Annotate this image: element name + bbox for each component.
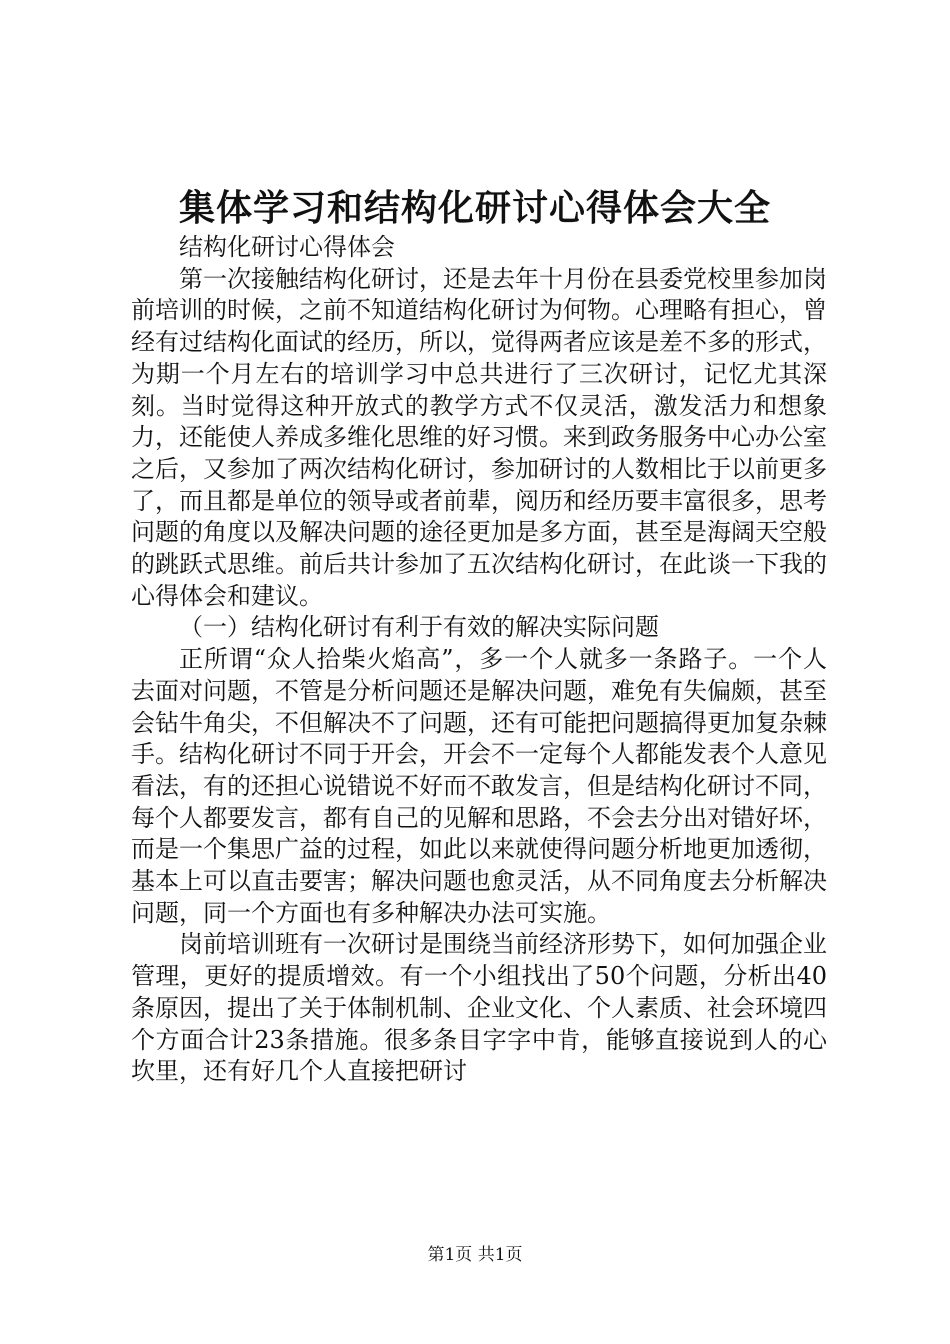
- document-title: 集体学习和结构化研讨心得体会大全: [178, 187, 771, 229]
- page-footer: 第1页 共1页: [427, 1245, 523, 1265]
- body-paragraph: 第一次接触结构化研讨，还是去年十月份在县委党校里参加岗前培训的时候，之前不知道结构化研讨为何物。心理略有担心，曾经有过结构化面试的经历，所以，觉得两者应该是差不多的形式，为期一个月左右的培训学习中总共进行了三次研讨，记忆尤其深刻。当时觉得这种开放式的教学方式不仅灵活，激发活力和想象力，还能使人养成多维化思维的好习惯。来到政务服务中心办公室之后，又参加了两次结构化研讨，参加研讨的人数相比于以前更多了，而且都是单位的领导或者前辈，阅历和经历要丰富很多，思考问题的角度以及解决问题的途径更加是多方面，甚至是海阔天空般的跳跃式思维。前后共计参加了五次结构化研讨，在此谈一下我的心得体会和建议。: [131, 264, 827, 610]
- section-heading: （一）结构化研讨有利于有效的解决实际问题: [179, 613, 659, 642]
- body-paragraph: 岗前培训班有一次研讨是围绕当前经济形势下，如何加强企业管理，更好的提质增效。有一个小组找出了50个问题，分析出40条原因，提出了关于体制机制、企业文化、个人素质、社会环境四个方面合计23条措施。很多条目字字中肯，能够直接说到人的心坎里，还有好几个人直接把研讨: [131, 930, 827, 1086]
- document-body: [131, 232, 827, 1088]
- subtitle-paragraph: 结构化研讨心得体会: [179, 233, 395, 261]
- body-paragraph: 正所谓“众人拾柴火焰高”，多一个人就多一条路子。一个人去面对问题，不管是分析问题还是解决问题，难免有失偏颇，甚至会钻牛角尖，不但解决不了问题，还有可能把问题搞得更加复杂棘手。结构化研讨不同于开会，开会不一定每个人都能发表个人意见看法，有的还担心说错说不好而不敢发言，但是结构化研讨不同，每个人都要发言，都有自己的见解和思路，不会去分出对错好坏，而是一个集思广益的过程，如此以来就使得问题分析地更加透彻，基本上可以直击要害；解决问题也愈灵活，从不同角度去分析解决问题，同一个方面也有多种解决办法可实施。: [131, 645, 827, 927]
